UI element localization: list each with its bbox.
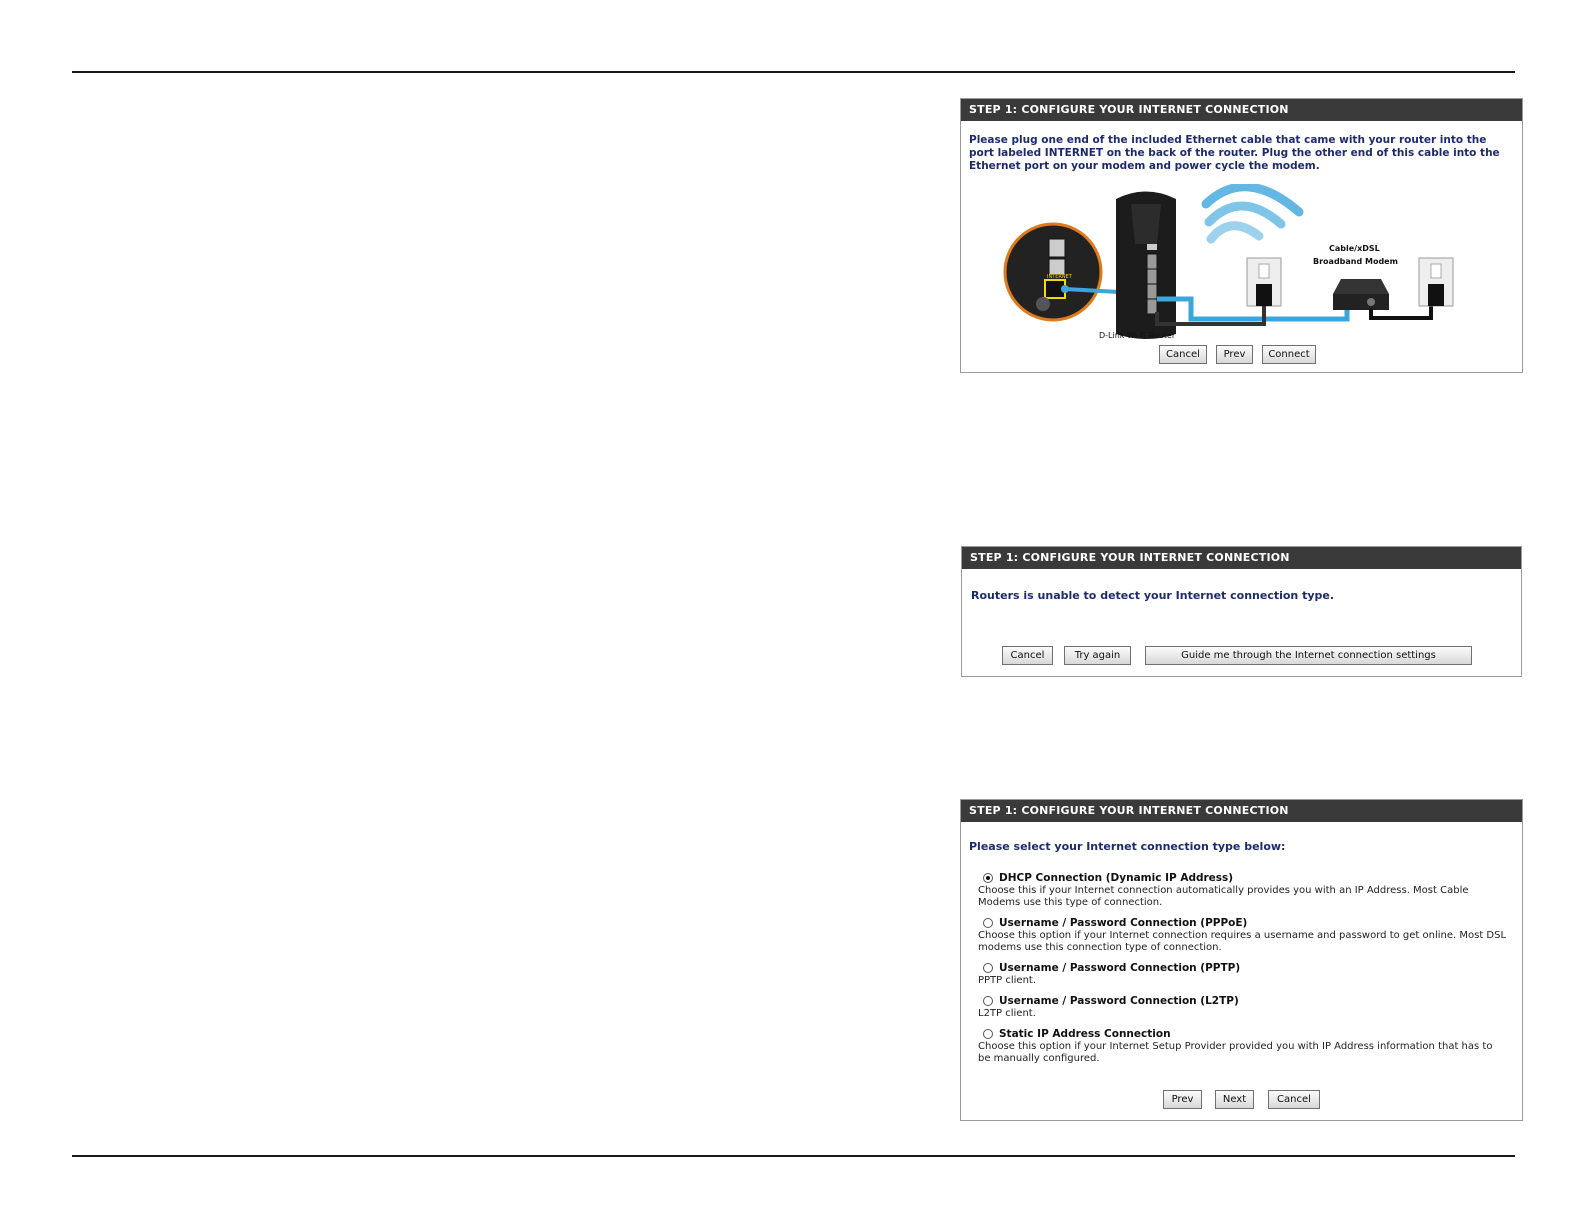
- option-title: Username / Password Connection (PPPoE): [999, 917, 1248, 929]
- router-icon: [1116, 192, 1176, 340]
- option-dhcp[interactable]: [978, 872, 1508, 909]
- modem-label-2: Broadband Modem: [1313, 257, 1398, 266]
- radio-button[interactable]: [983, 1029, 993, 1039]
- option-title: Username / Password Connection (PPTP): [999, 962, 1241, 974]
- radio-button[interactable]: [983, 873, 993, 883]
- radio-button[interactable]: [983, 963, 993, 973]
- try-again-button[interactable]: Try again: [1064, 646, 1131, 665]
- next-button[interactable]: Next: [1215, 1090, 1254, 1109]
- cancel-button[interactable]: Cancel: [1159, 345, 1207, 364]
- panel-header: STEP 1: CONFIGURE YOUR INTERNET CONNECTION: [961, 99, 1522, 121]
- prev-button[interactable]: Prev: [1216, 345, 1253, 364]
- port-zoom-icon: [1005, 224, 1119, 320]
- svg-text:INTERNET: INTERNET: [1047, 274, 1072, 280]
- radio-button[interactable]: [983, 918, 993, 928]
- power-outlet-icon: [1247, 258, 1281, 306]
- option-description: L2TP client.: [978, 1008, 1036, 1019]
- radio-button[interactable]: [983, 996, 993, 1006]
- cancel-button[interactable]: Cancel: [1002, 646, 1053, 665]
- option-description: PPTP client.: [978, 975, 1037, 986]
- connection-type-panel: [960, 799, 1523, 1121]
- option-description: Choose this option if your Internet connection requires a username and password to get online. Most DSL modems use this connection type of connection.: [978, 930, 1507, 953]
- option-description: Choose this if your Internet connection automatically provides you with an IP Address. Most Cable Modems use this type of connection.: [978, 885, 1469, 908]
- cable-instructions: Please plug one end of the included Ethernet cable that came with your router into the port labeled INTERNET on the back of the router. Plug the other end of this cable into the Ethernet port on your modem and power cycle the modem.: [969, 134, 1500, 172]
- wifi-signal-icon: [1206, 187, 1299, 239]
- option-title: Username / Password Connection (L2TP): [999, 995, 1239, 1007]
- connection-type-prompt: Please select your Internet connection type below:: [969, 840, 1286, 853]
- bottom-rule: [72, 1155, 1515, 1157]
- panel-header: STEP 1: CONFIGURE YOUR INTERNET CONNECTION: [962, 547, 1521, 569]
- guide-me-button[interactable]: Guide me through the Internet connection settings: [1145, 646, 1472, 665]
- power-outlet-icon: [1419, 258, 1453, 306]
- detect-failed-message: Routers is unable to detect your Internet connection type.: [971, 589, 1335, 602]
- router-label: D-Link Wi-Fi Router: [1099, 331, 1176, 340]
- option-title: Static IP Address Connection: [999, 1028, 1171, 1040]
- option-static-ip[interactable]: [978, 1028, 1508, 1065]
- option-l2tp[interactable]: [978, 995, 1508, 1020]
- connection-diagram: [961, 184, 1522, 354]
- option-pppoe[interactable]: [978, 917, 1508, 954]
- top-rule: [72, 71, 1515, 73]
- modem-label-1: Cable/xDSL: [1329, 244, 1380, 253]
- option-description: Choose this option if your Internet Setup Provider provided you with IP Address information that has to be manually configured.: [978, 1041, 1493, 1064]
- prev-button[interactable]: Prev: [1163, 1090, 1202, 1109]
- option-title: DHCP Connection (Dynamic IP Address): [999, 872, 1234, 884]
- connect-cable-panel: [960, 98, 1523, 373]
- option-pptp[interactable]: [978, 962, 1508, 987]
- cancel-button[interactable]: Cancel: [1268, 1090, 1320, 1109]
- panel-header: STEP 1: CONFIGURE YOUR INTERNET CONNECTION: [961, 800, 1522, 822]
- detect-failed-panel: [961, 546, 1522, 677]
- connect-button[interactable]: Connect: [1262, 345, 1316, 364]
